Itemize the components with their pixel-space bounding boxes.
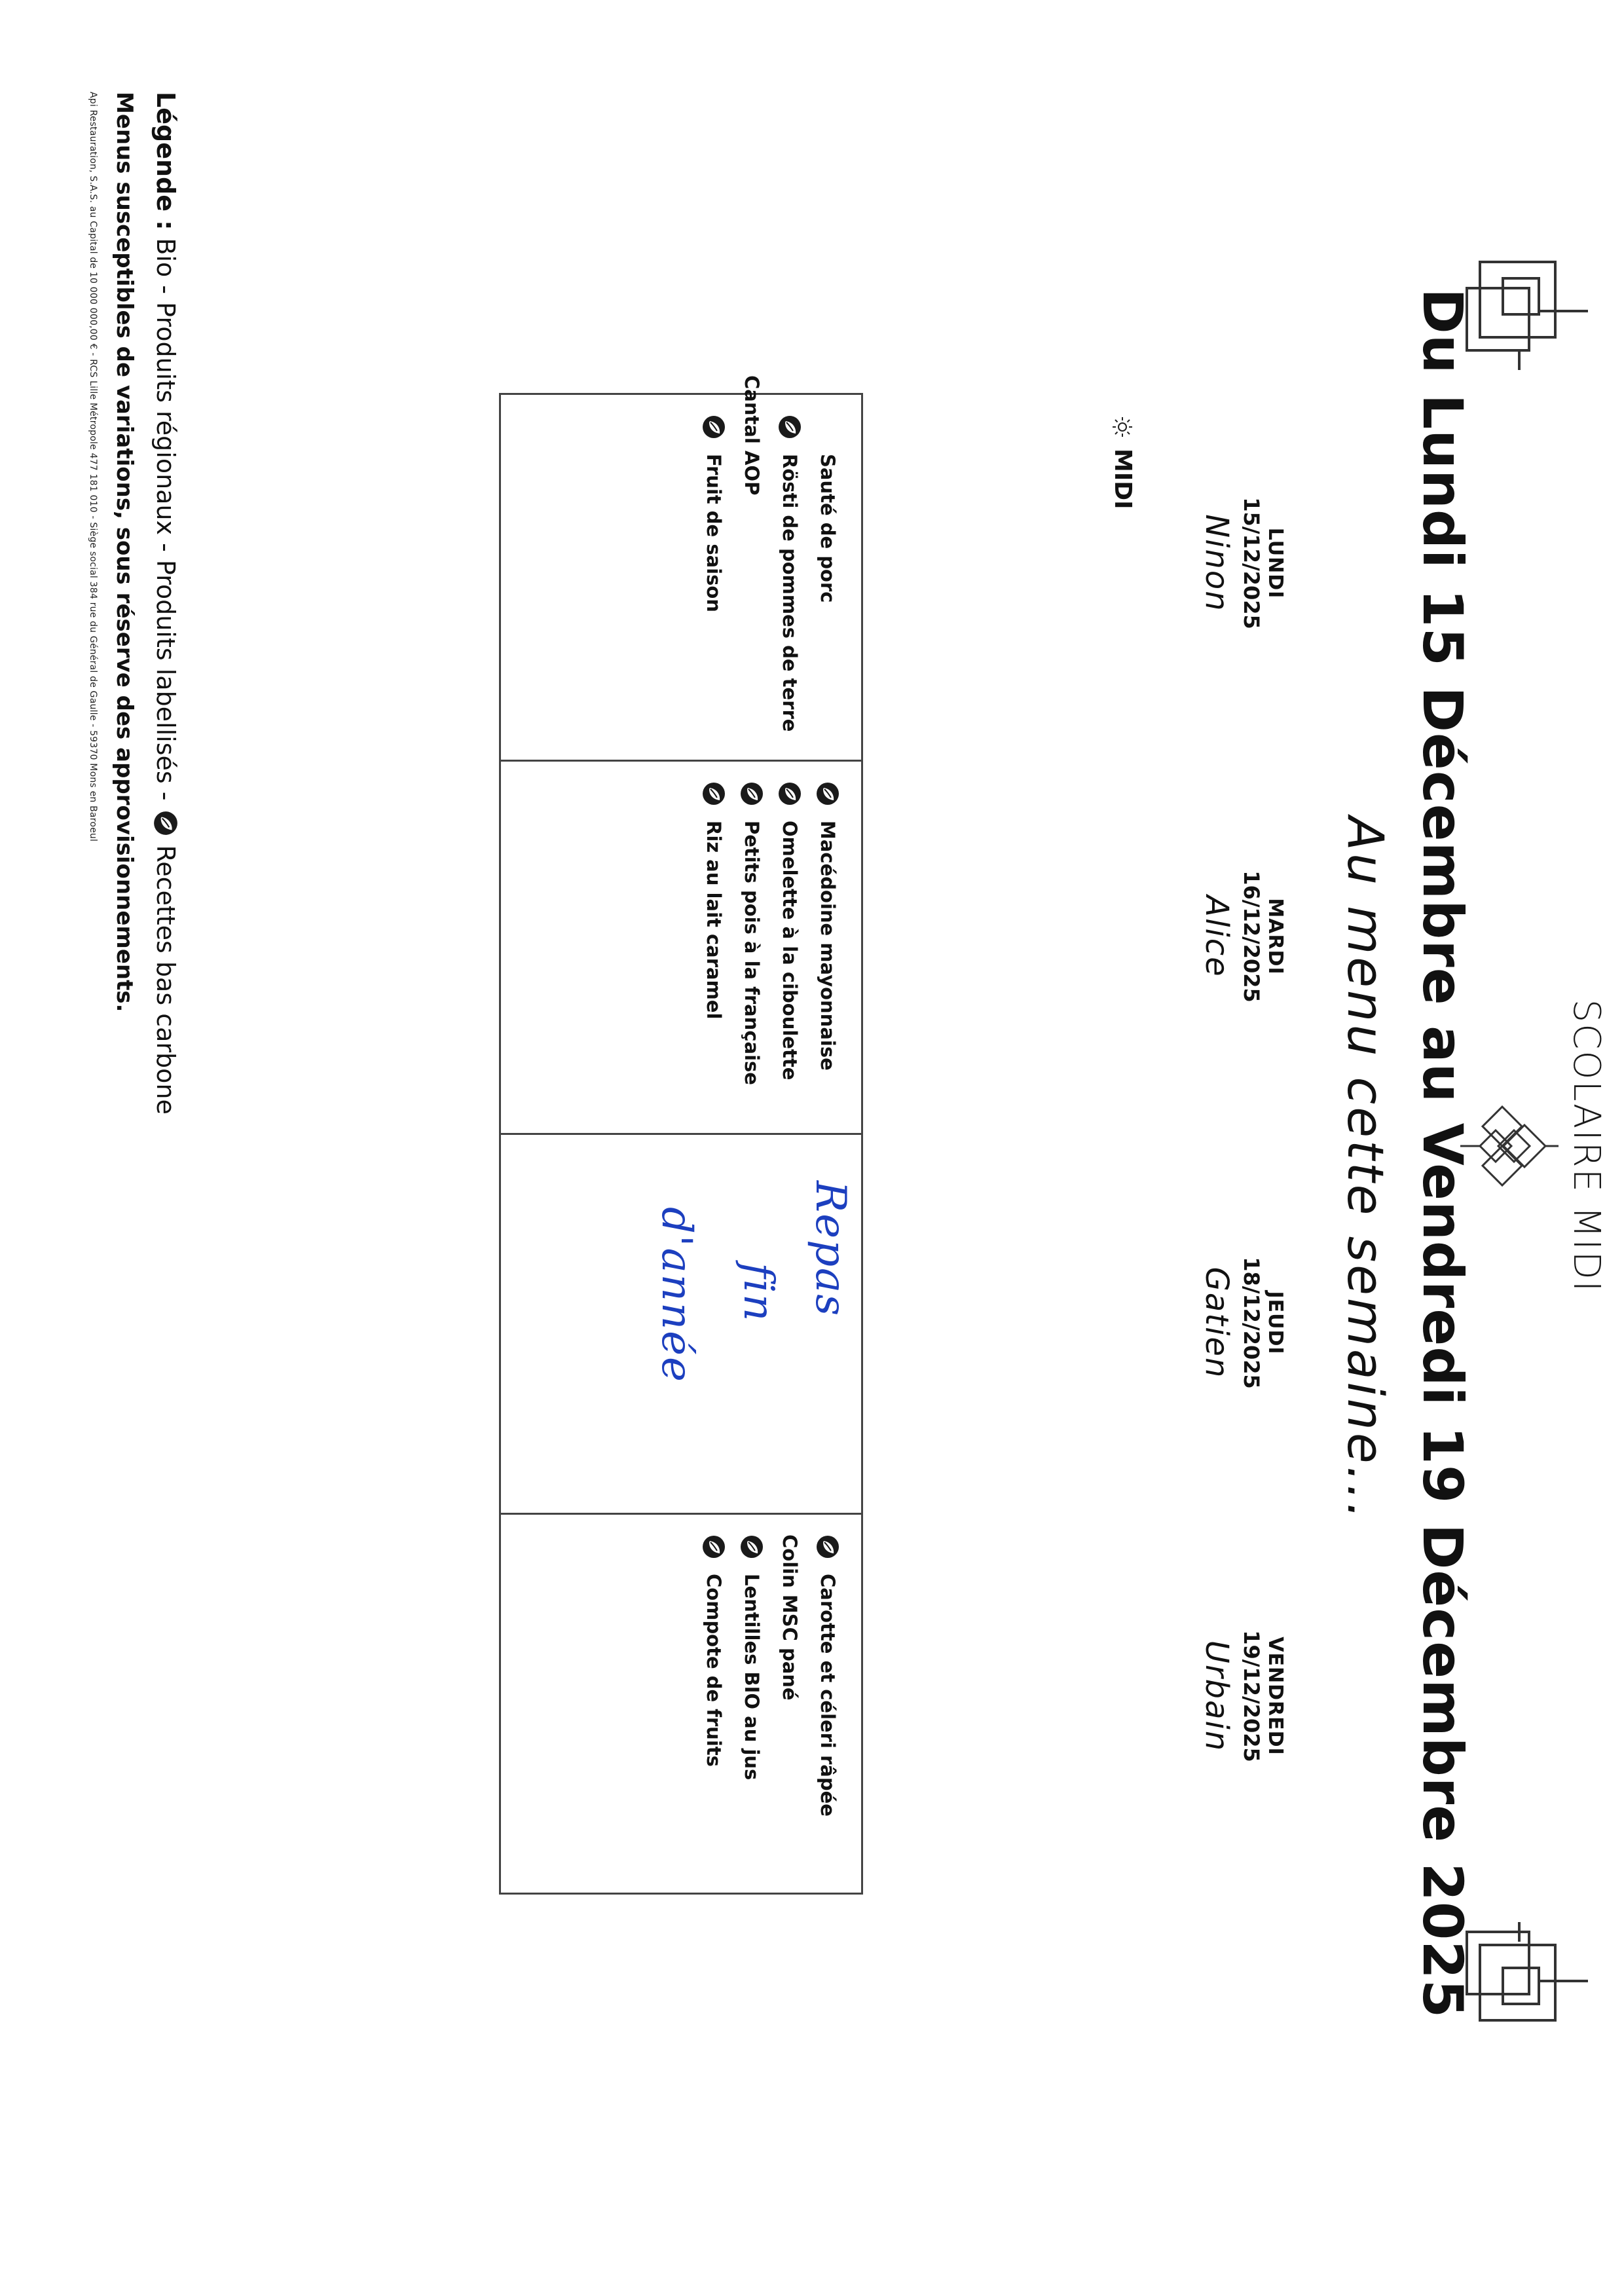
legend: [151, 92, 180, 1115]
service-name: MIDI: [1109, 449, 1136, 509]
page-subtitle: Au menu cette semaine...: [1337, 816, 1395, 1522]
dish-label: Sauté de porc: [817, 454, 839, 603]
dish-item: [695, 781, 733, 1111]
handwritten-note-line-2: fin: [734, 1263, 783, 1323]
day-name: VENDREDI: [1264, 1637, 1287, 1756]
day-date: 18/12/2025: [1239, 1257, 1264, 1389]
dish-label: Compote de fruits: [703, 1574, 725, 1767]
day-date: 19/12/2025: [1239, 1630, 1264, 1762]
dish-item: [771, 1534, 809, 1870]
day-header-mardi: [1198, 792, 1287, 1081]
day-name: MARDI: [1264, 898, 1287, 975]
dish-item: [809, 781, 847, 1111]
low-carbon-icon: [777, 415, 802, 439]
dish-item: [809, 1534, 847, 1870]
menu-column-lundi: [501, 375, 861, 762]
low-carbon-icon: [701, 415, 726, 439]
low-carbon-icon: [777, 781, 802, 806]
dish-label: Macédoine mayonnaise: [817, 821, 839, 1071]
page-title: Du Lundi 15 Décembre au Vendredi 19 Décembre 2025: [1411, 288, 1475, 2019]
legend-low-carbon: Recettes bas carbone: [151, 845, 180, 1115]
dish-item: [733, 375, 771, 737]
day-saint: Ninon: [1198, 514, 1235, 612]
day-saint: Urbain: [1198, 1640, 1235, 1752]
dish-item: [695, 415, 733, 737]
menu-column-jeudi: [501, 1135, 861, 1515]
dish-label: Cantal AOP: [741, 375, 763, 496]
handwritten-note-line-3: d'année: [652, 1207, 701, 1383]
day-date: 16/12/2025: [1239, 870, 1264, 1003]
day-name: LUNDI: [1264, 527, 1287, 599]
low-carbon-icon: [701, 781, 726, 806]
brand-block: [1460, 969, 1608, 1323]
dish-label: Carotte et céleri râpée: [817, 1574, 839, 1817]
menu-column-vendredi: [501, 1515, 861, 1895]
day-saint: Gatien: [1198, 1267, 1235, 1379]
low-carbon-icon: [153, 810, 179, 836]
day-name: JEUDI: [1264, 1291, 1287, 1355]
day-saint: Alice: [1198, 895, 1235, 978]
low-carbon-icon: [815, 1534, 840, 1559]
dish-item: [809, 415, 847, 737]
disclaimer: Menus susceptibles de variations, sous réserve des approvisionnements.: [111, 92, 138, 1012]
dish-item: [733, 781, 771, 1111]
day-header-jeudi: [1198, 1179, 1287, 1467]
dish-label: Lentilles BIO au jus: [741, 1574, 763, 1781]
dish-item: [771, 781, 809, 1111]
low-carbon-icon: [701, 1534, 726, 1559]
legend-items: Bio - Produits régionaux - Produits labellisés -: [151, 238, 180, 801]
dish-label: Omelette à la ciboulette: [779, 821, 801, 1081]
low-carbon-icon: [815, 781, 840, 806]
dish-label: Fruit de saison: [703, 454, 725, 612]
company-footer: Api Restauration, S.A.S. au Capital de 10 000 000,00 € - RCS Lille Métropole 477 181 010 - Siège social 384 rue du Général de Gaulle - 59370 Mons en Baroeul: [88, 92, 98, 842]
low-carbon-icon: [739, 1534, 764, 1559]
dish-label: Rösti de pommes de terre: [779, 454, 801, 732]
day-header-vendredi: [1198, 1552, 1287, 1840]
legend-prefix: Légende :: [151, 92, 180, 231]
brand-name: SCOLAIRE MIDI: [1565, 999, 1608, 1293]
dish-label: Colin MSC pané: [779, 1534, 801, 1701]
handwritten-note-line-1: Repas: [806, 1181, 855, 1318]
dish-item: [771, 415, 809, 737]
day-header-lundi: [1198, 419, 1287, 707]
menu-column-mardi: [501, 762, 861, 1135]
day-date: 15/12/2025: [1239, 497, 1264, 629]
low-carbon-icon: [739, 781, 764, 806]
service-label: [1109, 416, 1136, 509]
dish-item: [695, 1534, 733, 1870]
dish-label: Petits pois à la française: [741, 821, 763, 1085]
diamond-logo-icon: [1460, 1094, 1559, 1198]
sun-icon: [1112, 416, 1134, 438]
dish-item: [733, 1534, 771, 1870]
dish-label: Riz au lait caramel: [703, 821, 725, 1020]
menu-table: [499, 375, 863, 1895]
